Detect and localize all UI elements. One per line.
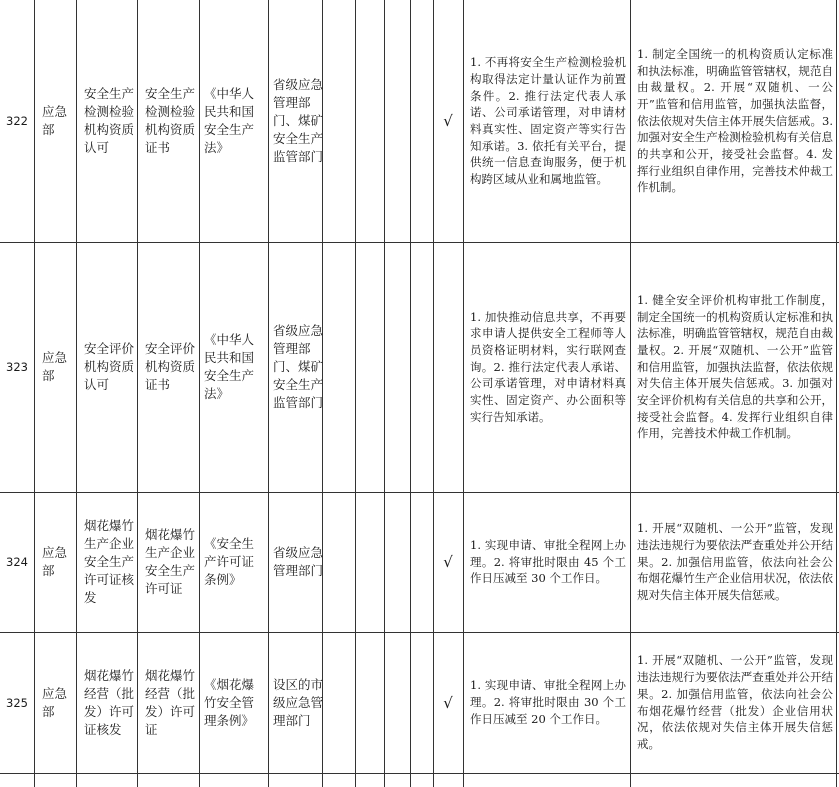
check-mark: [433, 242, 463, 492]
check-mark: √: [443, 693, 453, 712]
legal-basis: 《烟花爆竹安全管理条例》: [204, 676, 255, 728]
approval-item: 安全评价机构资质认可: [84, 341, 135, 392]
supervision-measures: 1. 开展“双随机、一公开”监管，发现违法违规行为要依法严查重处并公开结果。2. 加强信用监管，依法向社会公布烟花爆竹经营（批发）企业信用状况，依法依规对失信主体开展失信惩戒。: [637, 653, 833, 751]
department: 应急部: [42, 104, 68, 137]
check-mark: √: [443, 112, 453, 130]
column-divider: [630, 0, 631, 787]
reform-measures: 1. 不再将安全生产检测检验机构取得法定计量认证作为前置条件。2. 推行法定代表人承诺、公司承诺管理，对申请材料真实性、固定资产等实行告知承诺。3. 依托有关平台，提供统一信息查询服务，便于机构跨区域从业和属地监管。: [470, 55, 626, 187]
reform-measures: 1. 实现申请、审批全程网上办理。2. 将审批时限由 45 个工作日压减至 30 个工作日。: [470, 537, 626, 586]
column-divider: [199, 0, 200, 787]
certificate-name: 安全生产检测检验机构资质证书: [145, 86, 196, 155]
column-divider: [34, 0, 35, 787]
row-number: 322: [6, 114, 28, 128]
approval-item: 烟花爆竹生产企业安全生产许可证核发: [84, 518, 135, 605]
row-number: 323: [6, 360, 28, 374]
column-divider: [384, 0, 385, 787]
legal-basis: 《中华人民共和国安全生产法》: [204, 332, 255, 401]
approval-authority: 设区的市级应急管理部门: [273, 676, 324, 728]
certificate-name: 烟花爆竹经营（批发）许可证: [145, 667, 196, 737]
approval-authority: 省级应急管理部门: [273, 545, 324, 578]
reform-measures: 1. 加快推动信息共享，不再要求申请人提供安全工程师等人员资格证明材料，实行联网查询。2. 推行法定代表人承诺、公司承诺管理，对申请材料真实性、固定资产、办公面积等实行告知承诺。: [470, 309, 626, 424]
row-number: 324: [6, 555, 28, 569]
check-mark: √: [443, 553, 453, 571]
row-divider: [0, 773, 839, 774]
row-number: 325: [6, 695, 28, 710]
approval-item: 烟花爆竹经营（批发）许可证核发: [84, 667, 135, 737]
column-divider: [410, 0, 411, 787]
column-divider: [137, 0, 138, 787]
column-divider: [355, 0, 356, 787]
approval-authority: 省级应急管理部门、煤矿安全生产监管部门: [273, 323, 324, 410]
certificate-name: 烟花爆竹生产企业安全生产许可证: [145, 527, 196, 596]
supervision-measures: 1. 健全安全评价机构审批工作制度，制定全国统一的机构资质认定标准和执法标准，明确监管管辖权，规范自由裁量权。2. 开展“双随机、一公开”监管和信用监管，加强执法监督，依法依规对失信主体开展失信惩戒。3. 加强对安全评价机构有关信息的共享和公开，接受社会监督。4. 发挥行业组织自律作用，完善技术仲裁工作机制。: [637, 292, 833, 441]
department: 应急部: [42, 685, 68, 719]
legal-basis: 《中华人民共和国安全生产法》: [204, 86, 255, 155]
column-divider: [76, 0, 77, 787]
reform-measures: 1. 实现申请、审批全程网上办理。2. 将审批时限由 30 个工作日压减至 20 个工作日。: [470, 678, 626, 726]
approval-item: 安全生产检测检验机构资质认可: [84, 86, 135, 155]
department: 应急部: [42, 545, 68, 578]
supervision-measures: 1. 开展“双随机、一公开”监管，发现违法违规行为要依法严查重处并公开结果。2. 加强信用监管，依法向社会公布烟花爆竹生产企业信用状况，依法依规对失信主体开展失信惩戒。: [637, 521, 833, 603]
column-divider: [836, 0, 837, 787]
department: 应急部: [42, 350, 68, 383]
approval-authority: 省级应急管理部门、煤矿安全生产监管部门: [273, 77, 324, 164]
certificate-name: 安全评价机构资质证书: [145, 341, 196, 392]
supervision-measures: 1. 制定全国统一的机构资质认定标准和执法标准，明确监管管辖权，规范自由裁量权。2. 开展“双随机、一公开”监管和信用监管，加强执法监督，依法依规对失信主体开展失信惩戒。3. 加强对安全生产检测检验机构有关信息的共享和公开，接受社会监督。4. 发挥行业组织自律作用，完善技术仲裁工作机制。: [637, 46, 833, 195]
column-divider: [463, 0, 464, 787]
legal-basis: 《安全生产许可证条例》: [204, 536, 255, 587]
column-divider: [268, 0, 269, 787]
